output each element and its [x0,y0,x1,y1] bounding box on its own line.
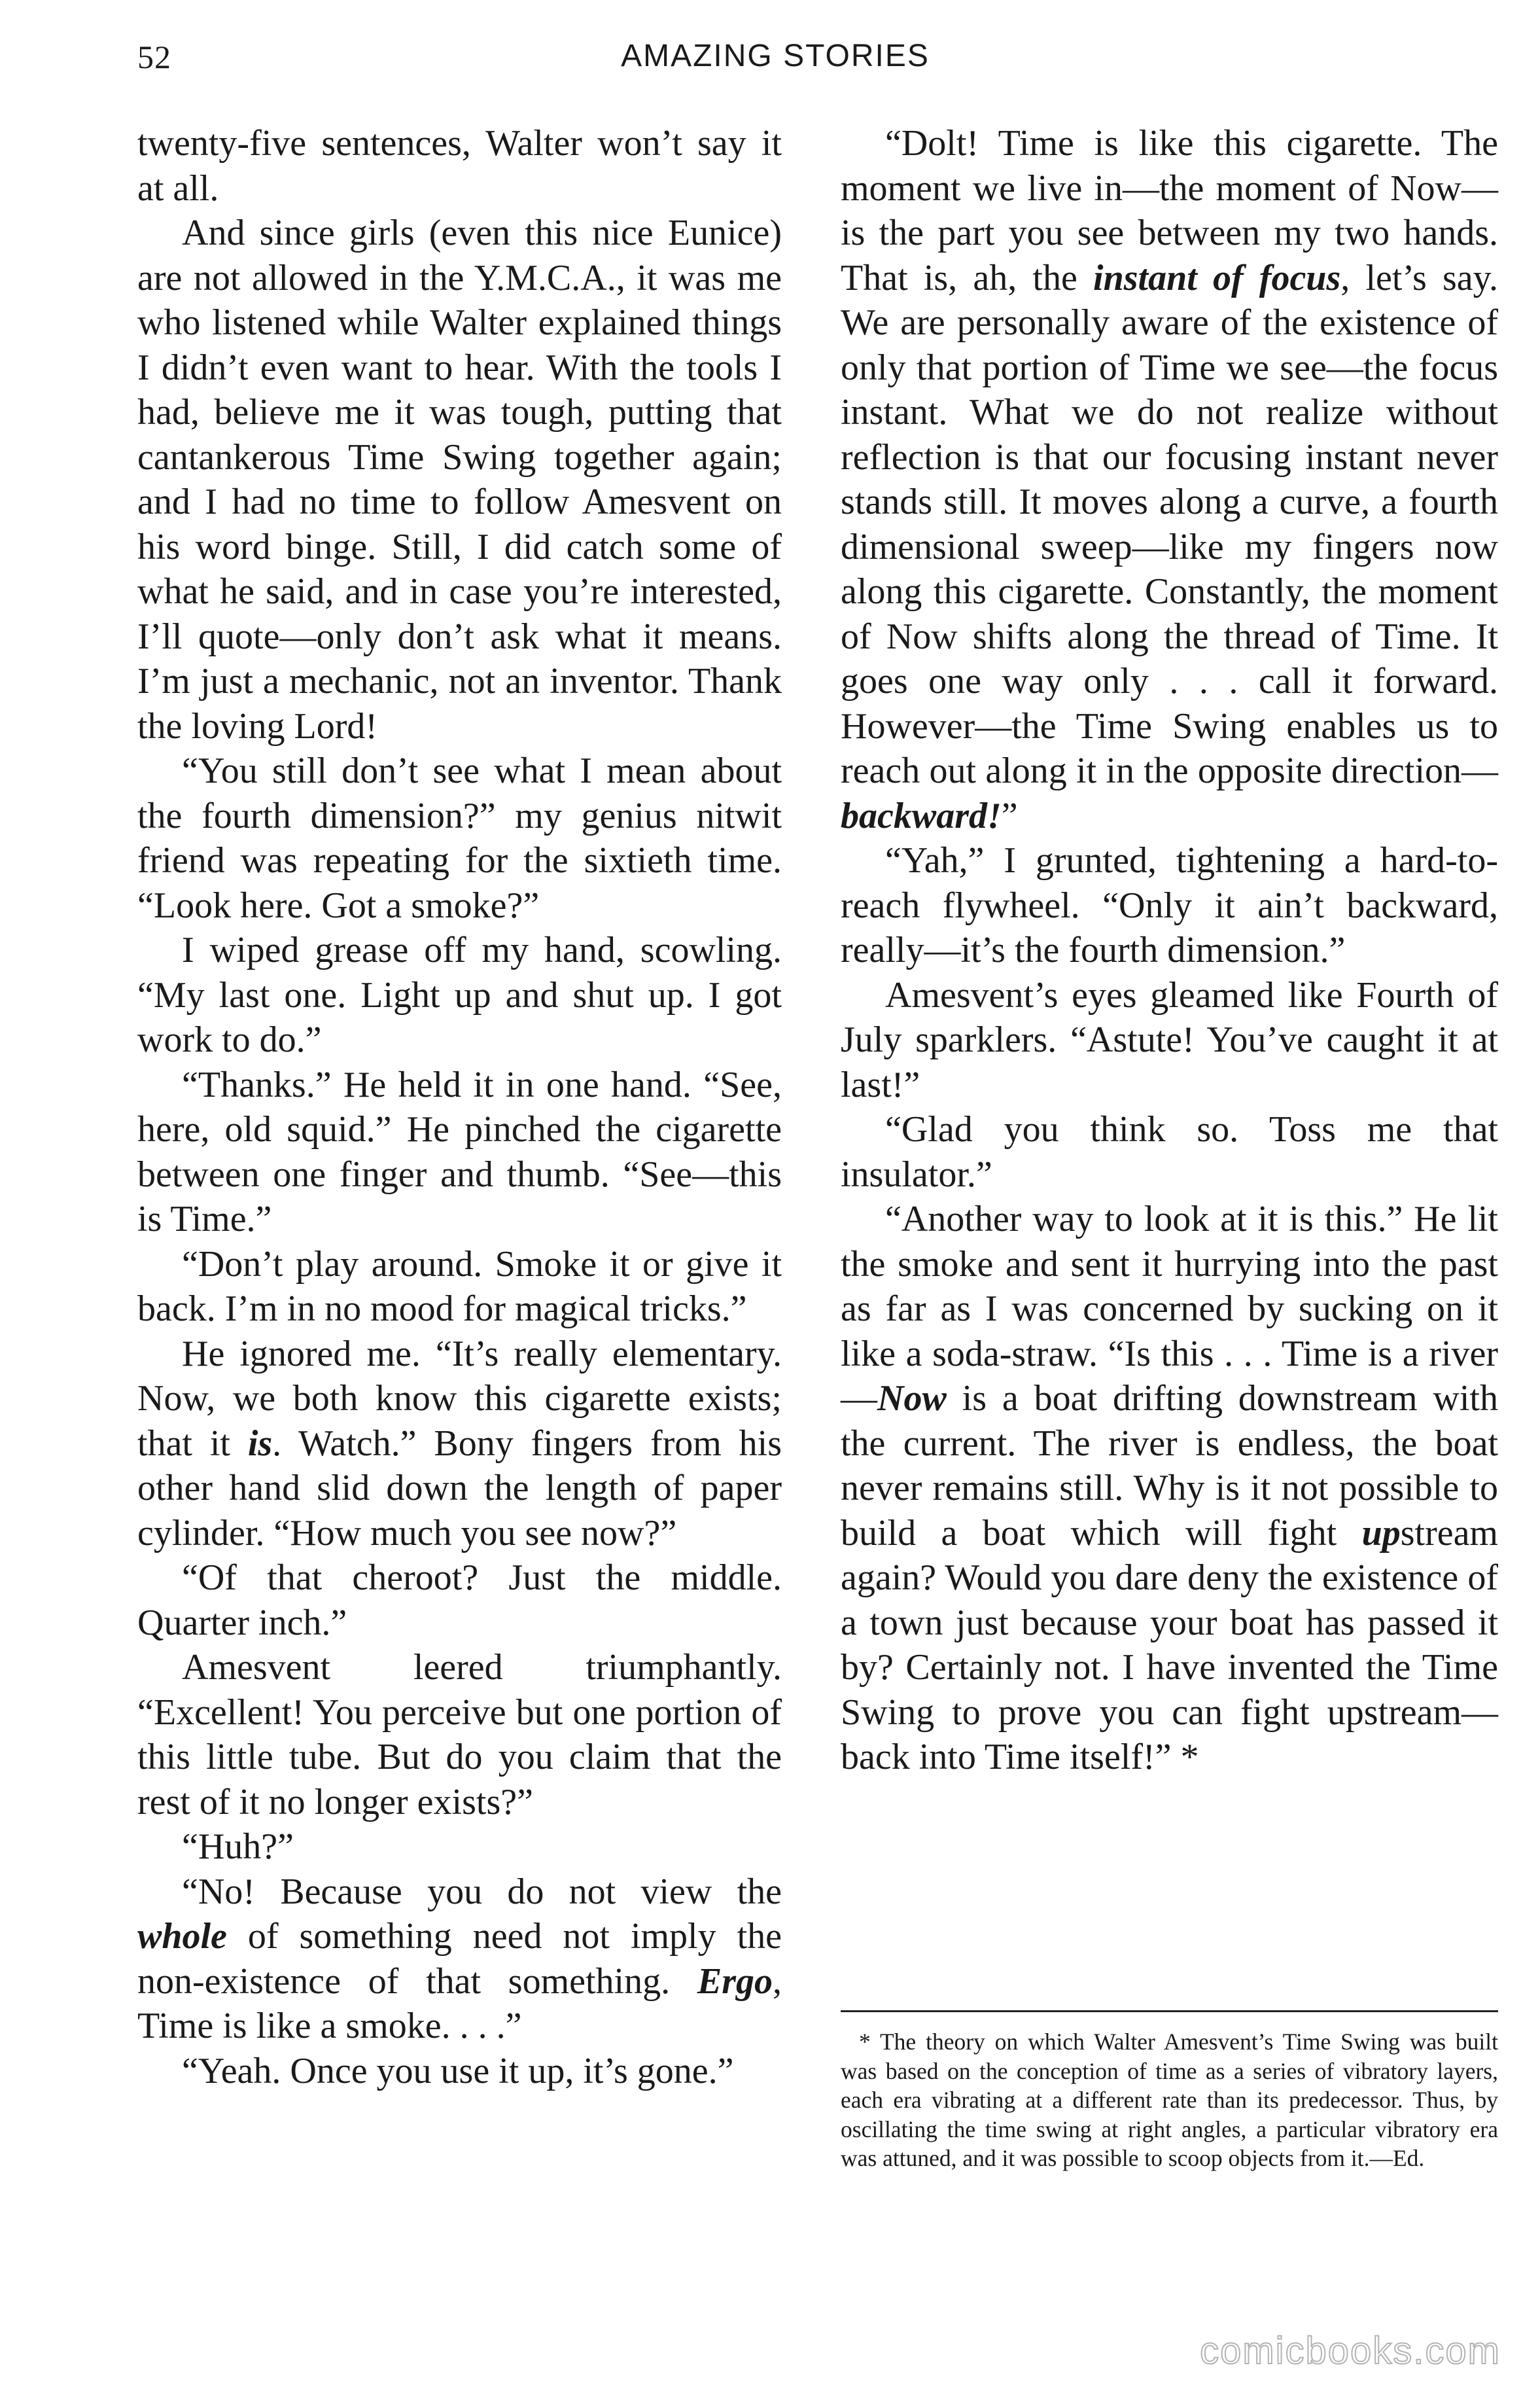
paragraph: Amesvent leered triumphantly. “Excellent! You perceive but one portion of this little tube. But do you claim that the rest of it no longer exists?” [137,1647,782,1822]
paragraph: And since girls (even this nice Eunice) are not allowed in the Y.M.C.A., it was me who listened while Walter explained things I didn’t even want to hear. With the tools I had, believe me it was tough, putting that cantankerous Time Swing together again; and I had no time to follow Amesvent on his word binge. Still, I did catch some of what he said, and in case you’re interested, I’ll quote—only don’t ask what it means. I’m just a mechanic, not an inventor. Thank the loving Lord! [137,213,782,747]
page-header [137,38,1413,97]
paragraph: “Huh?” [182,1826,294,1867]
page-number: 52 [137,39,171,75]
emphasis: Now [877,1378,947,1419]
paragraph: “Yah,” I grunted, tightening a hard-to-reach flywheel. “Only it ain’t backward, really—it’s the fourth dimension.” [841,840,1498,970]
footnote-divider [841,2010,1498,2012]
text-run: “No! Because you do not view the [182,1871,782,1912]
paragraph: “Of that cheroot? Just the middle. Quarter inch.” [137,1557,782,1643]
footnote [841,2027,1498,2173]
text-run: stream again? Would you dare deny the existence of a town just because your boat has passed it by? Certainly not. I have invented the Time Swing to prove you can fight upstream—back into Time itself!” * [841,1512,1498,1777]
text-run: of something need not imply the non-existence of that something. [137,1916,782,2002]
paragraph: “Yeah. Once you use it up, it’s gone.” [182,2050,734,2091]
paragraph: “Thanks.” He held it in one hand. “See, here, old squid.” He pinched the cigarette between one finger and thumb. “See—this is Time.” [137,1064,782,1239]
paragraph: twenty-five sentences, Walter won’t say it at all. [137,123,782,209]
right-column [841,121,1498,1780]
emphasis: up [1361,1512,1401,1553]
text-run: , Time is like a smoke. . . .” [137,1960,782,2046]
text-run: ” [1001,795,1018,836]
watermark: comicbooks.com [1200,2330,1501,2372]
paragraph: “You still don’t see what I mean about the fourth dimension?” my genius nitwit friend was repeating for the sixtieth time. “Look here. Got a smoke?” [137,751,782,926]
paragraph: “Don’t play around. Smoke it or give it back. I’m in no mood for magical tricks.” [137,1243,782,1329]
emphasis: whole [137,1916,227,1957]
text-run: “Another way to look at it is this.” He lit the smoke and sent it hurrying into the past as far as I was concerned by sucking on it like a soda-straw. “Is this . . . Time is a river— [841,1199,1498,1419]
text-run: , let’s say. We are personally aware of the existence of only that portion of Time we see—the focus instant. What we do not realize without reflection is that our focusing instant never stands still. It moves along a curve, a fourth dimensional sweep—like my fingers now along this cigarette. Constantly, the moment of Now shifts along the thread of Time. It goes one way only . . . call it forward. However—the Time Swing enables us to reach out along it in the opposite direction— [841,257,1498,791]
emphasis: is [247,1423,273,1464]
text-run: is a boat drifting downstream with the current. The river is endless, the boat never remains still. Why is it not possible to build a boat which will fight [841,1378,1498,1553]
paragraph [137,1870,782,2049]
footnote-text: * The theory on which Walter Amesvent’s Time Swing was built was based on the conception of time as a series of vibratory layers, each era vibrating at a different rate than its predecessor. Thus, by oscillating the time swing at right angles, a particular vibratory era was attuned, and it was possible to scoop objects from it.—Ed. [841,2029,1498,2171]
text-run: “Dolt! Time is like this cigarette. The moment we live in—the moment of Now—is the part you see between my two hands. That is, ah, the [841,123,1498,298]
running-head: AMAZING STORIES [621,39,930,73]
text-run: . Watch.” Bony fingers from his other hand slid down the length of paper cylinder. “How much you see now?” [137,1423,782,1553]
emphasis: Ergo [697,1960,773,2002]
emphasis: instant of focus [1093,257,1341,298]
paragraph: Amesvent’s eyes gleamed like Fourth of July sparklers. “Astute! You’ve caught it at last!” [841,974,1498,1105]
paragraph: I wiped grease off my hand, scowling. “My last one. Light up and shut up. I got work to do.” [137,930,782,1060]
paragraph [137,1332,782,1556]
paragraph: “Glad you think so. Toss me that insulator.” [841,1109,1498,1195]
paragraph [841,1197,1498,1780]
left-column [137,121,782,2093]
emphasis: backward! [841,795,1002,836]
text-run: He ignored me. “It’s really elementary. Now, we both know this cigarette exists; that it [137,1333,782,1464]
paragraph [841,121,1498,838]
